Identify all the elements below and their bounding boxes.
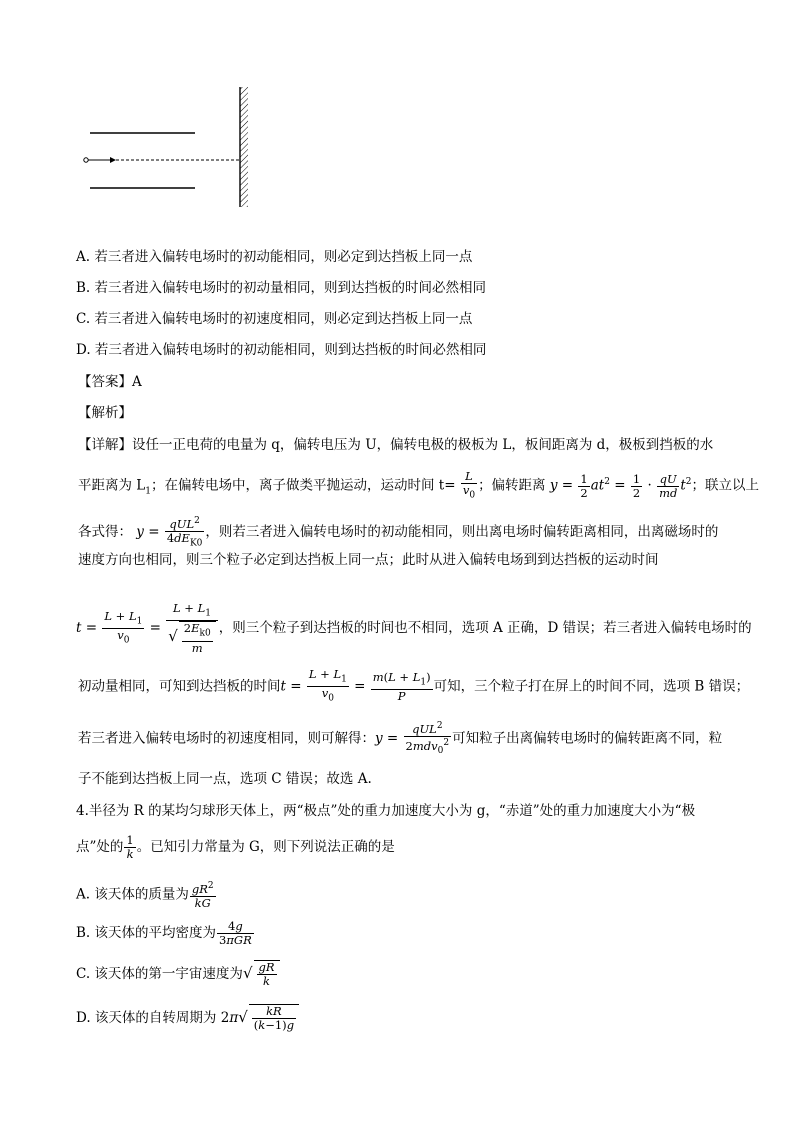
- q4-line-1: 4.半径为 R 的某均匀球形天体上，两“极点”处的重力加速度大小为 g，“赤道”处的重力加速度大小为“极: [76, 803, 696, 819]
- detail-line-8: 子不能到达挡板上同一点，选项 C 错误；故选 A.: [78, 771, 372, 787]
- q4-option-c: C. 该天体的第一宇宙速度为√ $\frac{gR}{k}$: [76, 960, 280, 988]
- detail-line-3: 各式得： y = $\frac{qUL^2}{4dE_{K0}}$ ，则若三者进入偏转电场时的初动能相同，则出离电场时偏转距离相同，出离磁场时的: [78, 516, 719, 549]
- option-a: A. 若三者进入偏转电场时的初动能相同，则必定到达挡板上同一点: [76, 249, 473, 265]
- option-d: D. 若三者进入偏转电场时的初动能相同，则到达挡板的时间必然相同: [76, 342, 487, 358]
- q4-option-d: D. 该天体的自转周期为 2π√ $\frac{kR}{(k-1)g}$: [76, 1004, 299, 1032]
- formula-t-frac: $\frac{L}{v_0}$: [462, 469, 476, 501]
- formula-y-ek: $\frac{qUL^2}{4dE_{K0}}$: [166, 516, 203, 549]
- detail-line-1: 【详解】设任一正电荷的电量为 q，偏转电压为 U，偏转电极的极板为 L，板间距离为 d，极板到挡板的水: [78, 437, 714, 453]
- option-b: B. 若三者进入偏转电场时的初动量相同，则到达挡板的时间必然相同: [76, 280, 487, 296]
- detail-line-5: t = $\frac{L + L_1}{v_0}$ = $L + L_1$ √ $\frac{2E_{k0}}{m}$ ，则三个粒子到达挡板的时间也不相同，选项 A 正确，D 错误；若三者进入偏转电场时的: [76, 601, 752, 655]
- detail-line-7: 若三者进入偏转电场时的初速度相同，则可解得：y = $\frac{qUL^2}{2mdv_0^2}$ 可知粒子出离偏转电场时的偏转距离不同，粒: [78, 721, 723, 756]
- detail-line-4: 速度方向也相同，则三个粒子必定到达挡板上同一点；此时从进入偏转电场到到达挡板的运动时间: [78, 552, 659, 568]
- particle-source: [84, 158, 88, 162]
- deflection-diagram: [80, 85, 260, 210]
- detail-line-6: 初动量相同，可知到达挡板的时间t = $\frac{L + L_1}{v_0}$ = $\frac{m(L + L_1)}{P}$ 可知，三个粒子打在屏上的时间不同，选项 B 错误；: [78, 667, 750, 704]
- q4-option-b: B. 该天体的平均密度为 $\frac{4g}{\text{3πGR}}$: [76, 919, 252, 947]
- detail-line-2: 平距离为 $L_1$；在偏转电场中，离子做类平抛运动，运动时间 t= $\frac{L}{v_0}$ ；偏转距离 y = $\frac{1}{2}$ $at^2$ = $\frac{1}{2}$ · $\frac{qU}{md}$ $t^2$；联立以上: [78, 469, 760, 501]
- q4-line-2: 点”处的 $\frac{1}{k}$ 。已知引力常量为 G，则下列说法正确的是: [76, 833, 395, 861]
- arrow-head: [110, 157, 116, 163]
- q4-option-a: A. 该天体的质量为 $\frac{gR^2}{kG}$: [76, 881, 214, 910]
- analysis-heading: 【解析】: [78, 405, 132, 421]
- option-c: C. 若三者进入偏转电场时的初速度相同，则必定到达挡板上同一点: [76, 311, 473, 327]
- answer: 【答案】A: [78, 374, 142, 390]
- screen-hatch: [240, 87, 248, 207]
